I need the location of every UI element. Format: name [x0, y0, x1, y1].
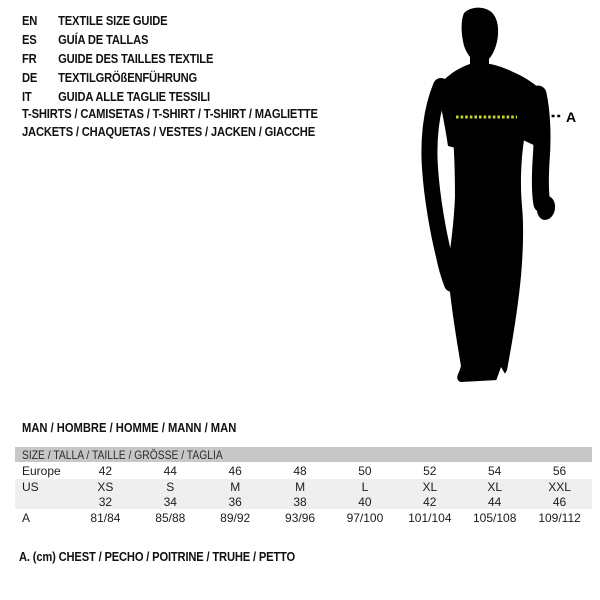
list-item	[22, 30, 213, 49]
table-cell: 105/108	[472, 511, 517, 525]
guide-title-text: GUIDE DES TAILLES TEXTILE	[58, 51, 214, 66]
category-tshirts: T-SHIRTS / CAMISETAS / T-SHIRT / T-SHIRT / MAGLIETTE	[22, 106, 318, 121]
table-cell: 81/84	[90, 511, 121, 525]
male-silhouette-figure	[400, 0, 600, 400]
table-cell: 52	[423, 463, 437, 478]
language-code: FR	[22, 51, 37, 66]
table-header-cell	[15, 447, 592, 462]
list-item	[22, 49, 213, 68]
row-label: US	[15, 479, 73, 494]
row-label: Europe	[22, 463, 61, 478]
table-cell: XL	[397, 479, 462, 494]
table-cell: 85/88	[155, 511, 186, 525]
guide-title-text: TEXTILGRÖßENFÜHRUNG	[58, 70, 198, 85]
table-header-text: SIZE / TALLA / TAILLE / GRÖSSE / TAGLIA	[22, 447, 223, 462]
table-cell: 101/104	[408, 511, 452, 525]
table-row-numeric	[15, 494, 592, 509]
table-cell: 56	[552, 463, 567, 478]
guide-title-text: GUIDA ALLE TAGLIE TESSILI	[58, 89, 210, 104]
table-cell: 42	[98, 463, 113, 478]
table-row-us	[15, 479, 592, 494]
table-cell: 32	[73, 494, 138, 509]
table-cell: 44	[462, 494, 527, 509]
table-cell: 46	[527, 494, 592, 509]
table-cell: 109/112	[538, 511, 581, 525]
list-item	[22, 87, 213, 106]
section-title-man: MAN / HOMBRE / HOMME / MANN / MAN	[22, 420, 237, 435]
table-cell: 54	[488, 463, 502, 478]
table-cell: 36	[203, 494, 268, 509]
table-row-europe	[15, 462, 592, 479]
table-cell: L	[333, 479, 398, 494]
table-cell: 50	[358, 463, 372, 478]
table-cell: 38	[268, 494, 333, 509]
silhouette-head	[462, 8, 499, 66]
guide-title-text: TEXTILE SIZE GUIDE	[58, 13, 168, 28]
measurement-label-a: A	[566, 109, 577, 125]
row-label: A	[22, 511, 31, 525]
list-item	[22, 11, 213, 30]
table-cell: 89/92	[220, 511, 251, 525]
row-label	[15, 494, 73, 509]
table-cell: 42	[397, 494, 462, 509]
table-cell: 46	[228, 463, 242, 478]
silhouette-right-arm	[538, 94, 542, 204]
language-guide-list	[22, 11, 244, 106]
language-code: EN	[22, 13, 38, 28]
guide-title-text: GUÍA DE TALLAS	[58, 32, 149, 47]
size-table	[15, 447, 592, 527]
list-item	[22, 68, 213, 87]
table-cell: 93/96	[285, 511, 316, 525]
table-cell: S	[138, 479, 203, 494]
table-cell: 97/100	[346, 511, 384, 525]
table-cell: 34	[138, 494, 203, 509]
table-cell: M	[203, 479, 268, 494]
table-header-row	[15, 447, 592, 462]
language-code: ES	[22, 32, 37, 47]
table-cell: XS	[73, 479, 138, 494]
category-jackets: JACKETS / CHAQUETAS / VESTES / JACKEN / GIACCHE	[22, 124, 315, 139]
table-cell: XXL	[527, 479, 592, 494]
table-cell: 48	[293, 463, 307, 478]
garment-categories	[22, 106, 366, 142]
language-code: DE	[22, 70, 38, 85]
table-cell: M	[268, 479, 333, 494]
footnote-chest-legend: A. (cm) CHEST / PECHO / POITRINE / TRUHE / PETTO	[19, 549, 296, 564]
table-cell: 40	[333, 494, 398, 509]
table-cell: 44	[163, 463, 177, 478]
language-code: IT	[22, 89, 32, 104]
table-cell: XL	[462, 479, 527, 494]
table-row-a-chest	[15, 509, 592, 527]
